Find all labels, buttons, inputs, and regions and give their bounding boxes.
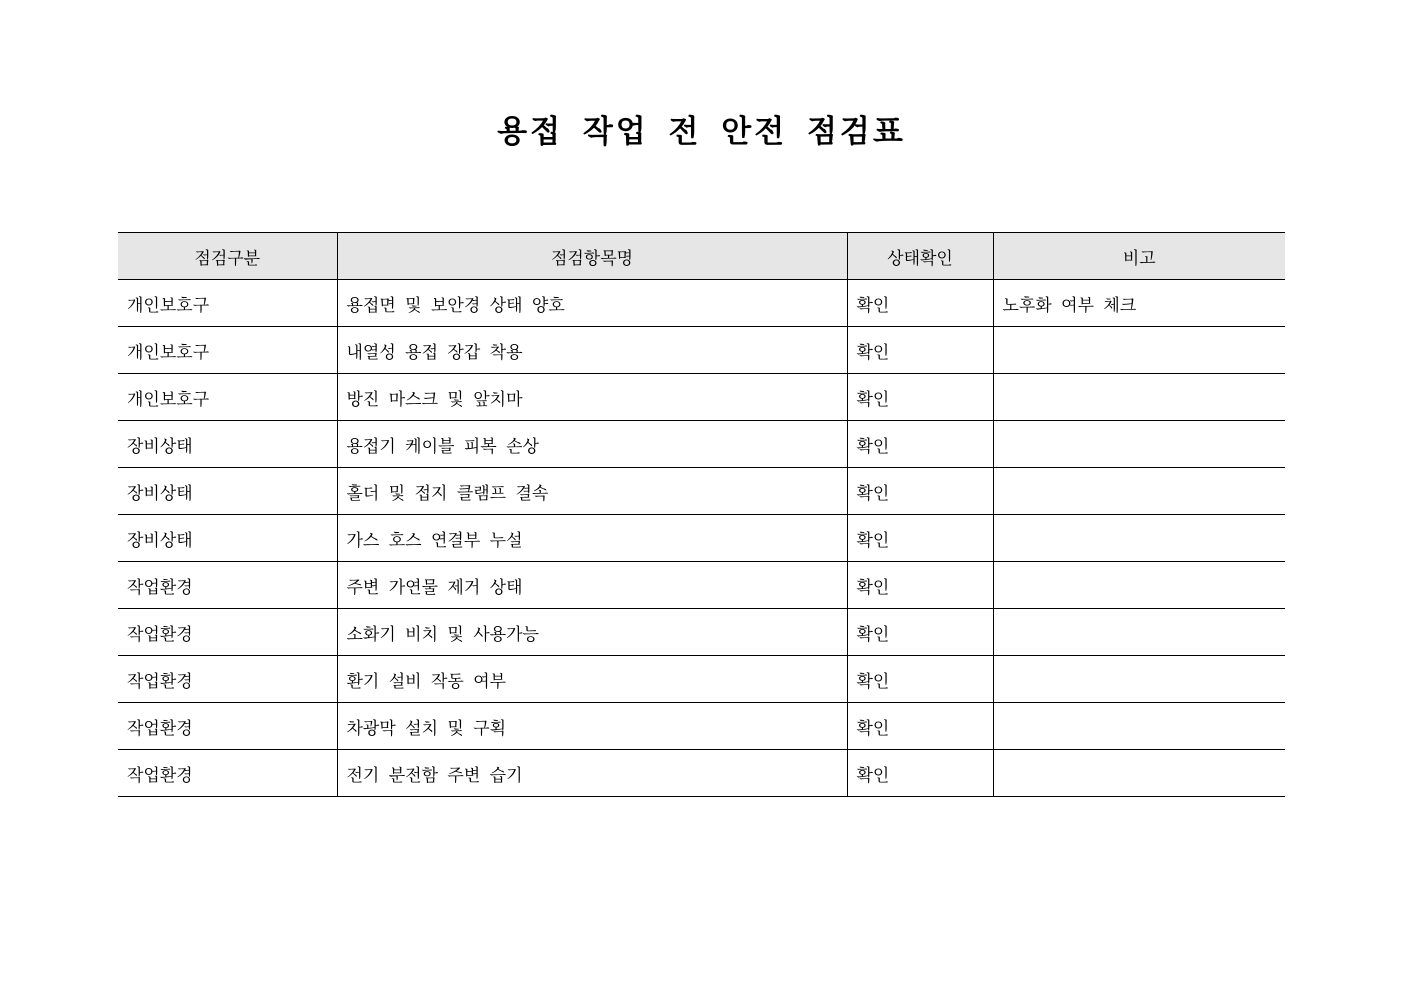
cell-item-name: 가스 호스 연결부 누설 xyxy=(337,515,847,562)
cell-remarks xyxy=(993,374,1285,421)
cell-category: 장비상태 xyxy=(118,421,337,468)
cell-item-name: 전기 분전함 주변 습기 xyxy=(337,750,847,797)
cell-status: 확인 xyxy=(847,750,993,797)
cell-status: 확인 xyxy=(847,703,993,750)
cell-item-name: 차광막 설치 및 구획 xyxy=(337,703,847,750)
cell-item-name: 용접면 및 보안경 상태 양호 xyxy=(337,280,847,327)
cell-status: 확인 xyxy=(847,656,993,703)
cell-category: 개인보호구 xyxy=(118,327,337,374)
cell-category: 작업환경 xyxy=(118,703,337,750)
cell-remarks xyxy=(993,468,1285,515)
cell-category: 장비상태 xyxy=(118,468,337,515)
cell-status: 확인 xyxy=(847,421,993,468)
cell-item-name: 방진 마스크 및 앞치마 xyxy=(337,374,847,421)
header-item-name: 점검항목명 xyxy=(337,233,847,280)
header-status-check: 상태확인 xyxy=(847,233,993,280)
cell-category: 개인보호구 xyxy=(118,374,337,421)
cell-remarks xyxy=(993,327,1285,374)
table-row xyxy=(118,656,1285,703)
table-row xyxy=(118,609,1285,656)
cell-status: 확인 xyxy=(847,374,993,421)
cell-status: 확인 xyxy=(847,327,993,374)
cell-remarks: 노후화 여부 체크 xyxy=(993,280,1285,327)
table-header-row xyxy=(118,233,1285,280)
header-remarks: 비고 xyxy=(993,233,1285,280)
cell-item-name: 환기 설비 작동 여부 xyxy=(337,656,847,703)
table-row xyxy=(118,562,1285,609)
table-row xyxy=(118,374,1285,421)
inspection-table xyxy=(118,232,1285,797)
cell-item-name: 내열성 용접 장갑 착용 xyxy=(337,327,847,374)
cell-category: 개인보호구 xyxy=(118,280,337,327)
document-title: 용접 작업 전 안전 점검표 xyxy=(497,114,906,150)
table-row xyxy=(118,703,1285,750)
table-row xyxy=(118,750,1285,797)
cell-category: 장비상태 xyxy=(118,515,337,562)
cell-remarks xyxy=(993,515,1285,562)
cell-remarks xyxy=(993,750,1285,797)
cell-item-name: 용접기 케이블 피복 손상 xyxy=(337,421,847,468)
cell-status: 확인 xyxy=(847,515,993,562)
cell-remarks xyxy=(993,656,1285,703)
cell-status: 확인 xyxy=(847,468,993,515)
header-category: 점검구분 xyxy=(118,233,337,280)
cell-remarks xyxy=(993,562,1285,609)
cell-category: 작업환경 xyxy=(118,750,337,797)
cell-item-name: 소화기 비치 및 사용가능 xyxy=(337,609,847,656)
table-row xyxy=(118,468,1285,515)
cell-remarks xyxy=(993,703,1285,750)
cell-item-name: 주변 가연물 제거 상태 xyxy=(337,562,847,609)
table-row xyxy=(118,421,1285,468)
table-row xyxy=(118,327,1285,374)
cell-category: 작업환경 xyxy=(118,656,337,703)
table-row xyxy=(118,280,1285,327)
cell-status: 확인 xyxy=(847,562,993,609)
cell-category: 작업환경 xyxy=(118,609,337,656)
cell-item-name: 홀더 및 접지 클램프 결속 xyxy=(337,468,847,515)
cell-remarks xyxy=(993,609,1285,656)
table-row xyxy=(118,515,1285,562)
cell-category: 작업환경 xyxy=(118,562,337,609)
cell-remarks xyxy=(993,421,1285,468)
cell-status: 확인 xyxy=(847,280,993,327)
cell-status: 확인 xyxy=(847,609,993,656)
